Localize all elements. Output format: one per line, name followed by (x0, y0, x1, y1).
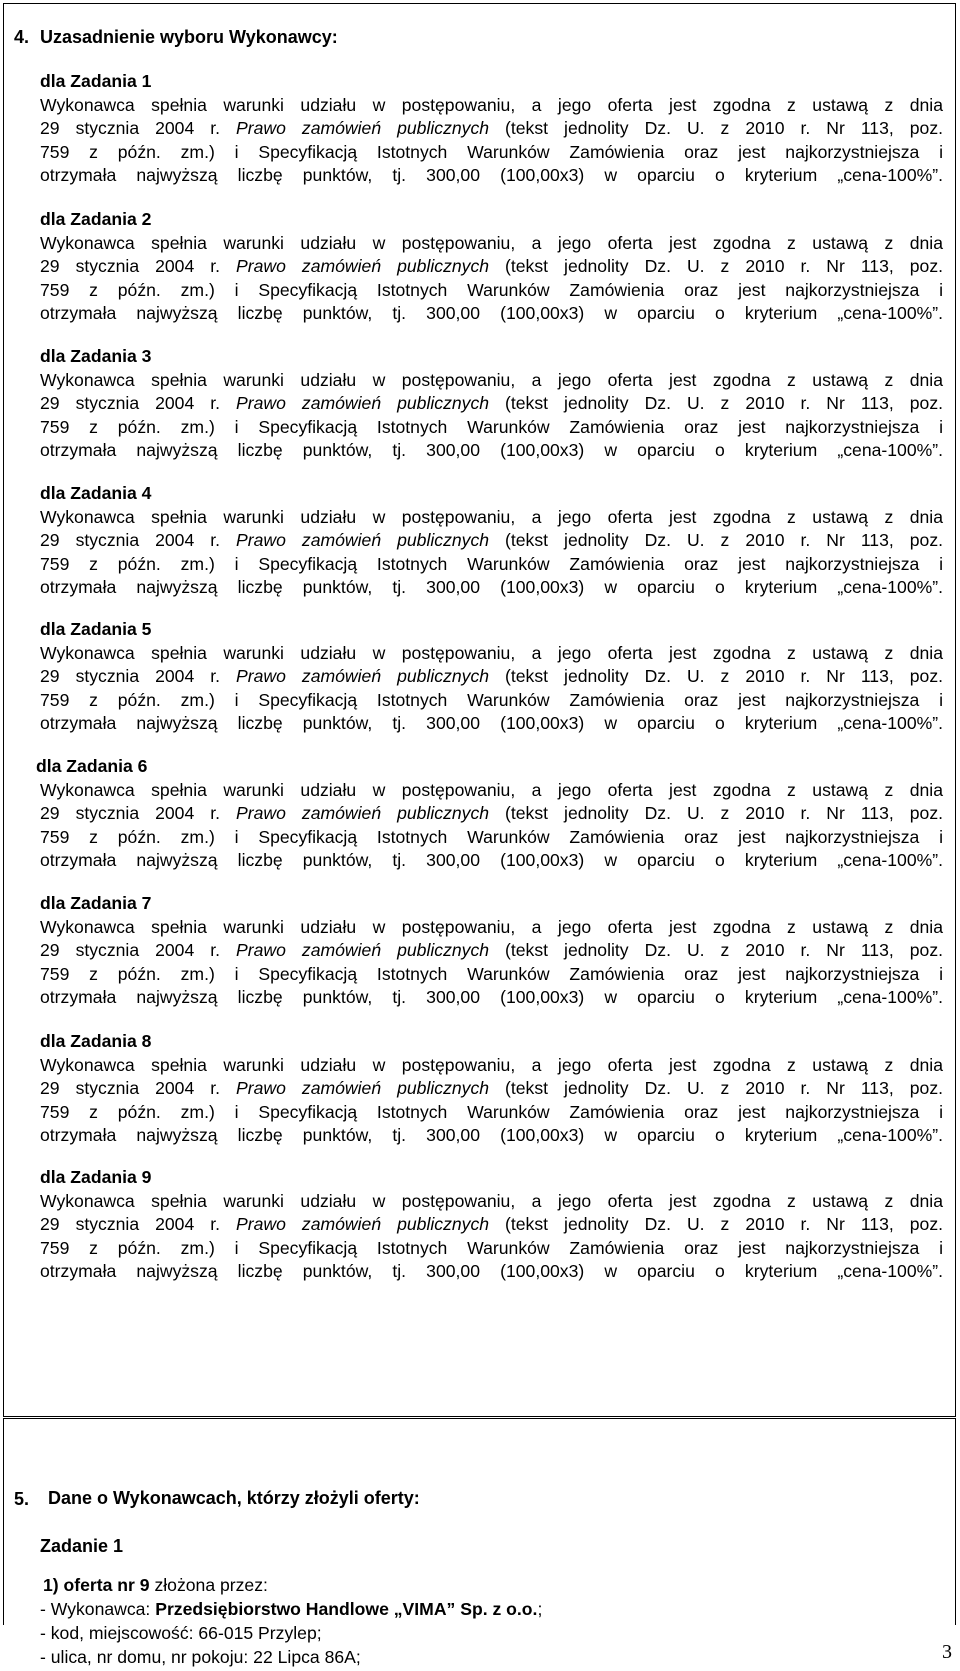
task-line-2 (40, 392, 943, 416)
section-5-title: Dane o Wykonawcach, którzy złożyli oferty: (48, 1488, 420, 1508)
law-ref: (tekst jednolity Dz. U. z 2010 r. Nr 113, poz. (489, 666, 944, 686)
task-line-3: 759 z późn. zm.) i Specyfikacją Istotnych Warunków Zamówienia oraz jest najkorzystniejsza i (40, 279, 943, 300)
task-line-4: otrzymała najwyższą liczbę punktów, tj. 300,00 (100,00x3) w oparciu o kryterium „cena-100%”. (40, 165, 943, 185)
law-ref: (tekst jednolity Dz. U. z 2010 r. Nr 113, poz. (489, 940, 944, 960)
task-block (40, 482, 943, 600)
law-title: Prawo zamówień publicznych (236, 393, 490, 413)
task-line-1: Wykonawca spełnia warunki udziału w postępowaniu, a jego oferta jest zgodna z ustawą z dnia (40, 1190, 943, 1211)
offer-header (43, 1574, 268, 1596)
street-line: - ulica, nr domu, nr pokoju: 22 Lipca 86A; (40, 1647, 361, 1667)
task-line-2 (40, 802, 943, 826)
law-title: Prawo zamówień publicznych (236, 666, 490, 686)
contractor-prefix: - Wykonawca: (40, 1599, 156, 1619)
task-line-3: 759 z późn. zm.) i Specyfikacją Istotnych Warunków Zamówienia oraz jest najkorzystniejsza i (40, 689, 943, 710)
task-block (40, 1030, 943, 1148)
task-line-1: Wykonawca spełnia warunki udziału w postępowaniu, a jego oferta jest zgodna z ustawą z dnia (40, 232, 943, 253)
task-title: dla Zadania 1 (40, 71, 152, 91)
task-line-4: otrzymała najwyższą liczbę punktów, tj. 300,00 (100,00x3) w oparciu o kryterium „cena-100%”. (40, 577, 943, 597)
task-line-2 (40, 665, 943, 689)
law-title: Prawo zamówień publicznych (236, 256, 490, 276)
task-line-1: Wykonawca spełnia warunki udziału w postępowaniu, a jego oferta jest zgodna z ustawą z dnia (40, 369, 943, 390)
task-line-3: 759 z późn. zm.) i Specyfikacją Istotnych Warunków Zamówienia oraz jest najkorzystniejsza i (40, 1237, 943, 1258)
task-line-1: Wykonawca spełnia warunki udziału w postępowaniu, a jego oferta jest zgodna z ustawą z dnia (40, 779, 943, 800)
law-ref: (tekst jednolity Dz. U. z 2010 r. Nr 113, poz. (489, 1078, 944, 1098)
offer-label: 1) oferta nr 9 (43, 1575, 150, 1595)
task-line-1: Wykonawca spełnia warunki udziału w postępowaniu, a jego oferta jest zgodna z ustawą z dnia (40, 1054, 943, 1075)
law-title: Prawo zamówień publicznych (236, 118, 490, 138)
task-line-1: Wykonawca spełnia warunki udziału w postępowaniu, a jego oferta jest zgodna z ustawą z dnia (40, 94, 943, 115)
task-line-2 (40, 939, 943, 963)
task-block (36, 755, 944, 873)
law-ref: (tekst jednolity Dz. U. z 2010 r. Nr 113, poz. (489, 256, 944, 276)
task-line-4: otrzymała najwyższą liczbę punktów, tj. 300,00 (100,00x3) w oparciu o kryterium „cena-100%”. (40, 987, 943, 1007)
law-ref: (tekst jednolity Dz. U. z 2010 r. Nr 113, poz. (489, 530, 944, 550)
date-text: 29 stycznia 2004 r. (40, 393, 237, 413)
task-line-1: Wykonawca spełnia warunki udziału w postępowaniu, a jego oferta jest zgodna z ustawą z dnia (40, 506, 943, 527)
task-title: dla Zadania 9 (40, 1167, 152, 1187)
page-number: 3 (942, 1641, 952, 1663)
section-4-title: Uzasadnienie wyboru Wykonawcy: (40, 27, 338, 47)
task-title: dla Zadania 6 (36, 756, 148, 776)
task-line-2 (40, 1077, 943, 1101)
task-line-3: 759 z późn. zm.) i Specyfikacją Istotnych Warunków Zamówienia oraz jest najkorzystniejsza i (40, 141, 943, 162)
task-block (40, 892, 943, 1010)
task-line-3: 759 z późn. zm.) i Specyfikacją Istotnych Warunków Zamówienia oraz jest najkorzystniejsza i (40, 826, 943, 847)
date-text: 29 stycznia 2004 r. (40, 1078, 237, 1098)
task-line-2 (40, 529, 943, 553)
task-line-1: Wykonawca spełnia warunki udziału w postępowaniu, a jego oferta jest zgodna z ustawą z dnia (40, 916, 943, 937)
task-line-4: otrzymała najwyższą liczbę punktów, tj. 300,00 (100,00x3) w oparciu o kryterium „cena-100%”. (40, 1125, 943, 1145)
task-block (40, 1166, 943, 1284)
law-title: Prawo zamówień publicznych (236, 940, 490, 960)
law-ref: (tekst jednolity Dz. U. z 2010 r. Nr 113, poz. (489, 393, 944, 413)
section-4-heading (14, 26, 338, 48)
date-text: 29 stycznia 2004 r. (40, 256, 237, 276)
law-ref: (tekst jednolity Dz. U. z 2010 r. Nr 113, poz. (489, 1214, 944, 1234)
date-text: 29 stycznia 2004 r. (40, 666, 237, 686)
section-5-number: 5. (14, 1489, 30, 1509)
task-line-3: 759 z późn. zm.) i Specyfikacją Istotnych Warunków Zamówienia oraz jest najkorzystniejsza i (40, 553, 943, 574)
task-line-1: Wykonawca spełnia warunki udziału w postępowaniu, a jego oferta jest zgodna z ustawą z dnia (40, 642, 943, 663)
task-line-4: otrzymała najwyższą liczbę punktów, tj. 300,00 (100,00x3) w oparciu o kryterium „cena-100%”. (40, 440, 943, 460)
law-ref: (tekst jednolity Dz. U. z 2010 r. Nr 113, poz. (489, 118, 944, 138)
section-5-number-wrap (14, 1488, 29, 1510)
section-4-number: 4. (14, 27, 30, 47)
task-block (40, 618, 943, 736)
task-line-2 (40, 1213, 943, 1237)
task-line-4: otrzymała najwyższą liczbę punktów, tj. 300,00 (100,00x3) w oparciu o kryterium „cena-100%”. (40, 1261, 943, 1281)
task-line-3: 759 z późn. zm.) i Specyfikacją Istotnych Warunków Zamówienia oraz jest najkorzystniejsza i (40, 416, 943, 437)
task-block (40, 70, 943, 188)
date-text: 29 stycznia 2004 r. (40, 118, 237, 138)
law-title: Prawo zamówień publicznych (236, 803, 490, 823)
task-title: dla Zadania 2 (40, 209, 152, 229)
task-block (40, 345, 943, 463)
task-line-4: otrzymała najwyższą liczbę punktów, tj. 300,00 (100,00x3) w oparciu o kryterium „cena-100%”. (40, 713, 943, 733)
task-title: dla Zadania 3 (40, 346, 152, 366)
task-line-4: otrzymała najwyższą liczbę punktów, tj. 300,00 (100,00x3) w oparciu o kryterium „cena-100%”. (40, 850, 943, 870)
task-block (40, 208, 943, 326)
offer-suffix: złożona przez: (149, 1575, 268, 1595)
contractor-suffix: ; (537, 1599, 543, 1619)
section-5-subheading: Zadanie 1 (40, 1536, 124, 1556)
task-line-3: 759 z późn. zm.) i Specyfikacją Istotnych Warunków Zamówienia oraz jest najkorzystniejsza i (40, 963, 943, 984)
task-line-4: otrzymała najwyższą liczbę punktów, tj. 300,00 (100,00x3) w oparciu o kryterium „cena-100%”. (40, 303, 943, 323)
task-line-2 (40, 117, 943, 141)
task-title: dla Zadania 5 (40, 619, 152, 639)
law-ref: (tekst jednolity Dz. U. z 2010 r. Nr 113, poz. (489, 803, 944, 823)
task-line-2 (40, 255, 943, 279)
law-title: Prawo zamówień publicznych (236, 1214, 490, 1234)
task-title: dla Zadania 8 (40, 1031, 152, 1051)
date-text: 29 stycznia 2004 r. (40, 530, 237, 550)
contractor-name: Przedsiębiorstwo Handlowe „VIMA” Sp. z o.o. (155, 1599, 538, 1619)
task-title: dla Zadania 4 (40, 483, 152, 503)
law-title: Prawo zamówień publicznych (236, 1078, 490, 1098)
date-text: 29 stycznia 2004 r. (40, 803, 237, 823)
law-title: Prawo zamówień publicznych (236, 530, 490, 550)
date-text: 29 stycznia 2004 r. (40, 940, 237, 960)
task-line-3: 759 z późn. zm.) i Specyfikacją Istotnych Warunków Zamówienia oraz jest najkorzystniejsza i (40, 1101, 943, 1122)
task-title: dla Zadania 7 (40, 893, 152, 913)
postal-line: - kod, miejscowość: 66-015 Przylep; (40, 1623, 322, 1643)
date-text: 29 stycznia 2004 r. (40, 1214, 237, 1234)
contractor-line (40, 1598, 542, 1620)
